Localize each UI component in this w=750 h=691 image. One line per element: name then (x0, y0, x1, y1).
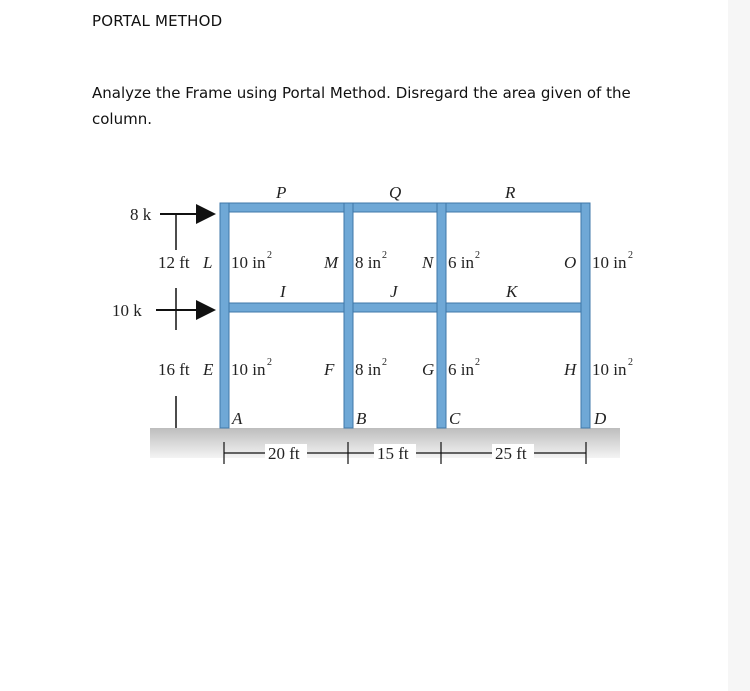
load-10k-label: 10 k (112, 301, 142, 320)
support-label-C: C (449, 409, 461, 428)
joint-label-O: O (564, 253, 577, 272)
area-lower-2: 8 in (355, 360, 381, 379)
bay-width-3: 25 ft (495, 444, 527, 463)
bay-width-1: 20 ft (268, 444, 300, 463)
svg-text:2: 2 (382, 357, 387, 368)
joint-label-E: E (203, 360, 214, 379)
joint-label-L: L (203, 253, 213, 272)
column-C (437, 203, 446, 428)
svg-text:2: 2 (628, 250, 633, 261)
roof-beam (220, 203, 590, 212)
load-8k-label: 8 k (130, 205, 152, 224)
svg-text:2: 2 (382, 250, 387, 261)
area-lower-4: 10 in (592, 360, 627, 379)
joint-label-H: H (564, 360, 577, 379)
support-label-B: B (356, 409, 367, 428)
joint-label-N: N (422, 253, 434, 272)
support-label-A: A (232, 409, 243, 428)
svg-text:2: 2 (628, 357, 633, 368)
area-lower-3: 6 in (448, 360, 474, 379)
support-label-D: D (594, 409, 607, 428)
beam-label-K: K (506, 282, 518, 301)
problem-statement: Analyze the Frame using Portal Method. Disregard the area given of the column. (92, 84, 631, 128)
beam-label-R: R (505, 183, 516, 202)
beam-label-J: J (390, 282, 398, 301)
joint-label-F: F (324, 360, 335, 379)
beam-label-Q: Q (389, 183, 402, 202)
svg-text:2: 2 (475, 250, 480, 261)
column-B (344, 203, 353, 428)
beam-label-P: P (276, 183, 287, 202)
area-upper-1: 10 in (231, 253, 266, 272)
frame-diagram (100, 170, 660, 500)
area-upper-3: 6 in (448, 253, 474, 272)
area-upper-4: 10 in (592, 253, 627, 272)
column-A (220, 203, 229, 428)
svg-text:2: 2 (267, 250, 272, 261)
area-lower-1: 10 in (231, 360, 266, 379)
joint-label-G: G (422, 360, 435, 379)
area-upper-2: 8 in (355, 253, 381, 272)
joint-label-M: M (324, 253, 339, 272)
column-D (581, 203, 590, 428)
floor-beam (220, 303, 590, 312)
beam-label-I: I (280, 282, 286, 301)
svg-text:2: 2 (475, 357, 480, 368)
story-height-lower: 16 ft (158, 360, 190, 379)
svg-text:2: 2 (267, 357, 272, 368)
frame-figure (100, 170, 660, 500)
bay-width-2: 15 ft (377, 444, 409, 463)
story-height-upper: 12 ft (158, 253, 190, 272)
page-heading: PORTAL METHOD (92, 12, 223, 30)
